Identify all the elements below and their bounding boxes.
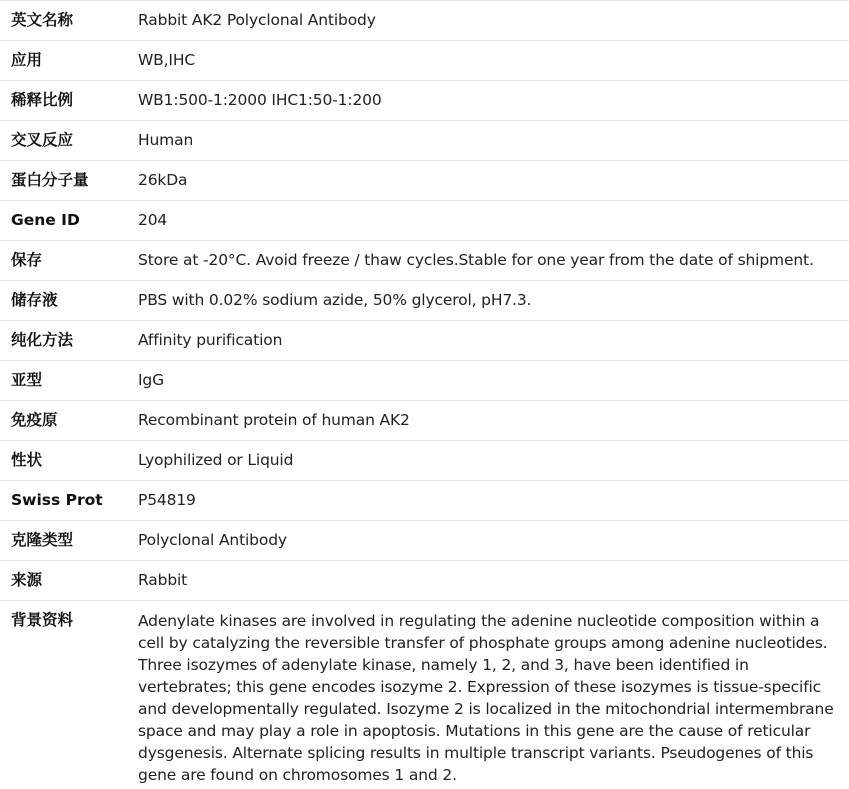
- spec-value-background: Adenylate kinases are involved in regulating the adenine nucleotide composition within a cell by catalyzing the reversible transfer of phosphate groups among adenine nucleotides. Three isozymes of adenylate kinase, namely 1, 2, and 3, have been identified in vertebrates; this gene encodes isozyme 2. Expression of these isozymes is tissue-specific and developmentally regulated. Isozyme 2 is localized in the mitochondrial intermembrane space and may play a role in apoptosis. Mutations in this gene are the cause of reticular dysgenesis. Alternate splicing results in multiple transcript variants. Pseudogenes of this gene are found on chromosomes 1 and 2.: [138, 601, 849, 789]
- spec-value: Rabbit AK2 Polyclonal Antibody: [138, 1, 849, 41]
- spec-value: 204: [138, 201, 849, 241]
- spec-key: 英文名称: [0, 1, 138, 41]
- spec-row-molecular-weight: [0, 161, 849, 201]
- spec-key: 性状: [0, 441, 138, 481]
- spec-key: 克隆类型: [0, 521, 138, 561]
- spec-value: Human: [138, 121, 849, 161]
- spec-value: WB1:500-1:2000 IHC1:50-1:200: [138, 81, 849, 121]
- spec-value: WB,IHC: [138, 41, 849, 81]
- spec-value: Polyclonal Antibody: [138, 521, 849, 561]
- spec-value: Store at -20°C. Avoid freeze / thaw cycles.Stable for one year from the date of shipment.: [138, 241, 849, 281]
- spec-key: 蛋白分子量: [0, 161, 138, 201]
- spec-row-host: [0, 561, 849, 601]
- spec-row-form: [0, 441, 849, 481]
- spec-key: 应用: [0, 41, 138, 81]
- spec-value: IgG: [138, 361, 849, 401]
- spec-key: 亚型: [0, 361, 138, 401]
- spec-row-storage: [0, 241, 849, 281]
- spec-row-gene-id: [0, 201, 849, 241]
- spec-value: Affinity purification: [138, 321, 849, 361]
- spec-row-swiss-prot: [0, 481, 849, 521]
- spec-value: Recombinant protein of human AK2: [138, 401, 849, 441]
- spec-row-application: [0, 41, 849, 81]
- spec-key: 来源: [0, 561, 138, 601]
- spec-row-background: [0, 601, 849, 789]
- spec-row-english-name: [0, 1, 849, 41]
- spec-row-immunogen: [0, 401, 849, 441]
- spec-key: 稀释比例: [0, 81, 138, 121]
- spec-key: 储存液: [0, 281, 138, 321]
- spec-value: PBS with 0.02% sodium azide, 50% glycerol, pH7.3.: [138, 281, 849, 321]
- spec-key: Gene ID: [0, 201, 138, 241]
- spec-row-dilution: [0, 81, 849, 121]
- spec-key: 纯化方法: [0, 321, 138, 361]
- spec-key: 保存: [0, 241, 138, 281]
- spec-row-purification: [0, 321, 849, 361]
- spec-key: Swiss Prot: [0, 481, 138, 521]
- spec-key: 背景资料: [0, 601, 138, 789]
- spec-value: P54819: [138, 481, 849, 521]
- spec-row-clonality: [0, 521, 849, 561]
- spec-row-isotype: [0, 361, 849, 401]
- spec-row-buffer: [0, 281, 849, 321]
- spec-key: 交叉反应: [0, 121, 138, 161]
- spec-value: 26kDa: [138, 161, 849, 201]
- spec-value: Rabbit: [138, 561, 849, 601]
- spec-key: 免疫原: [0, 401, 138, 441]
- spec-row-reactivity: [0, 121, 849, 161]
- spec-value: Lyophilized or Liquid: [138, 441, 849, 481]
